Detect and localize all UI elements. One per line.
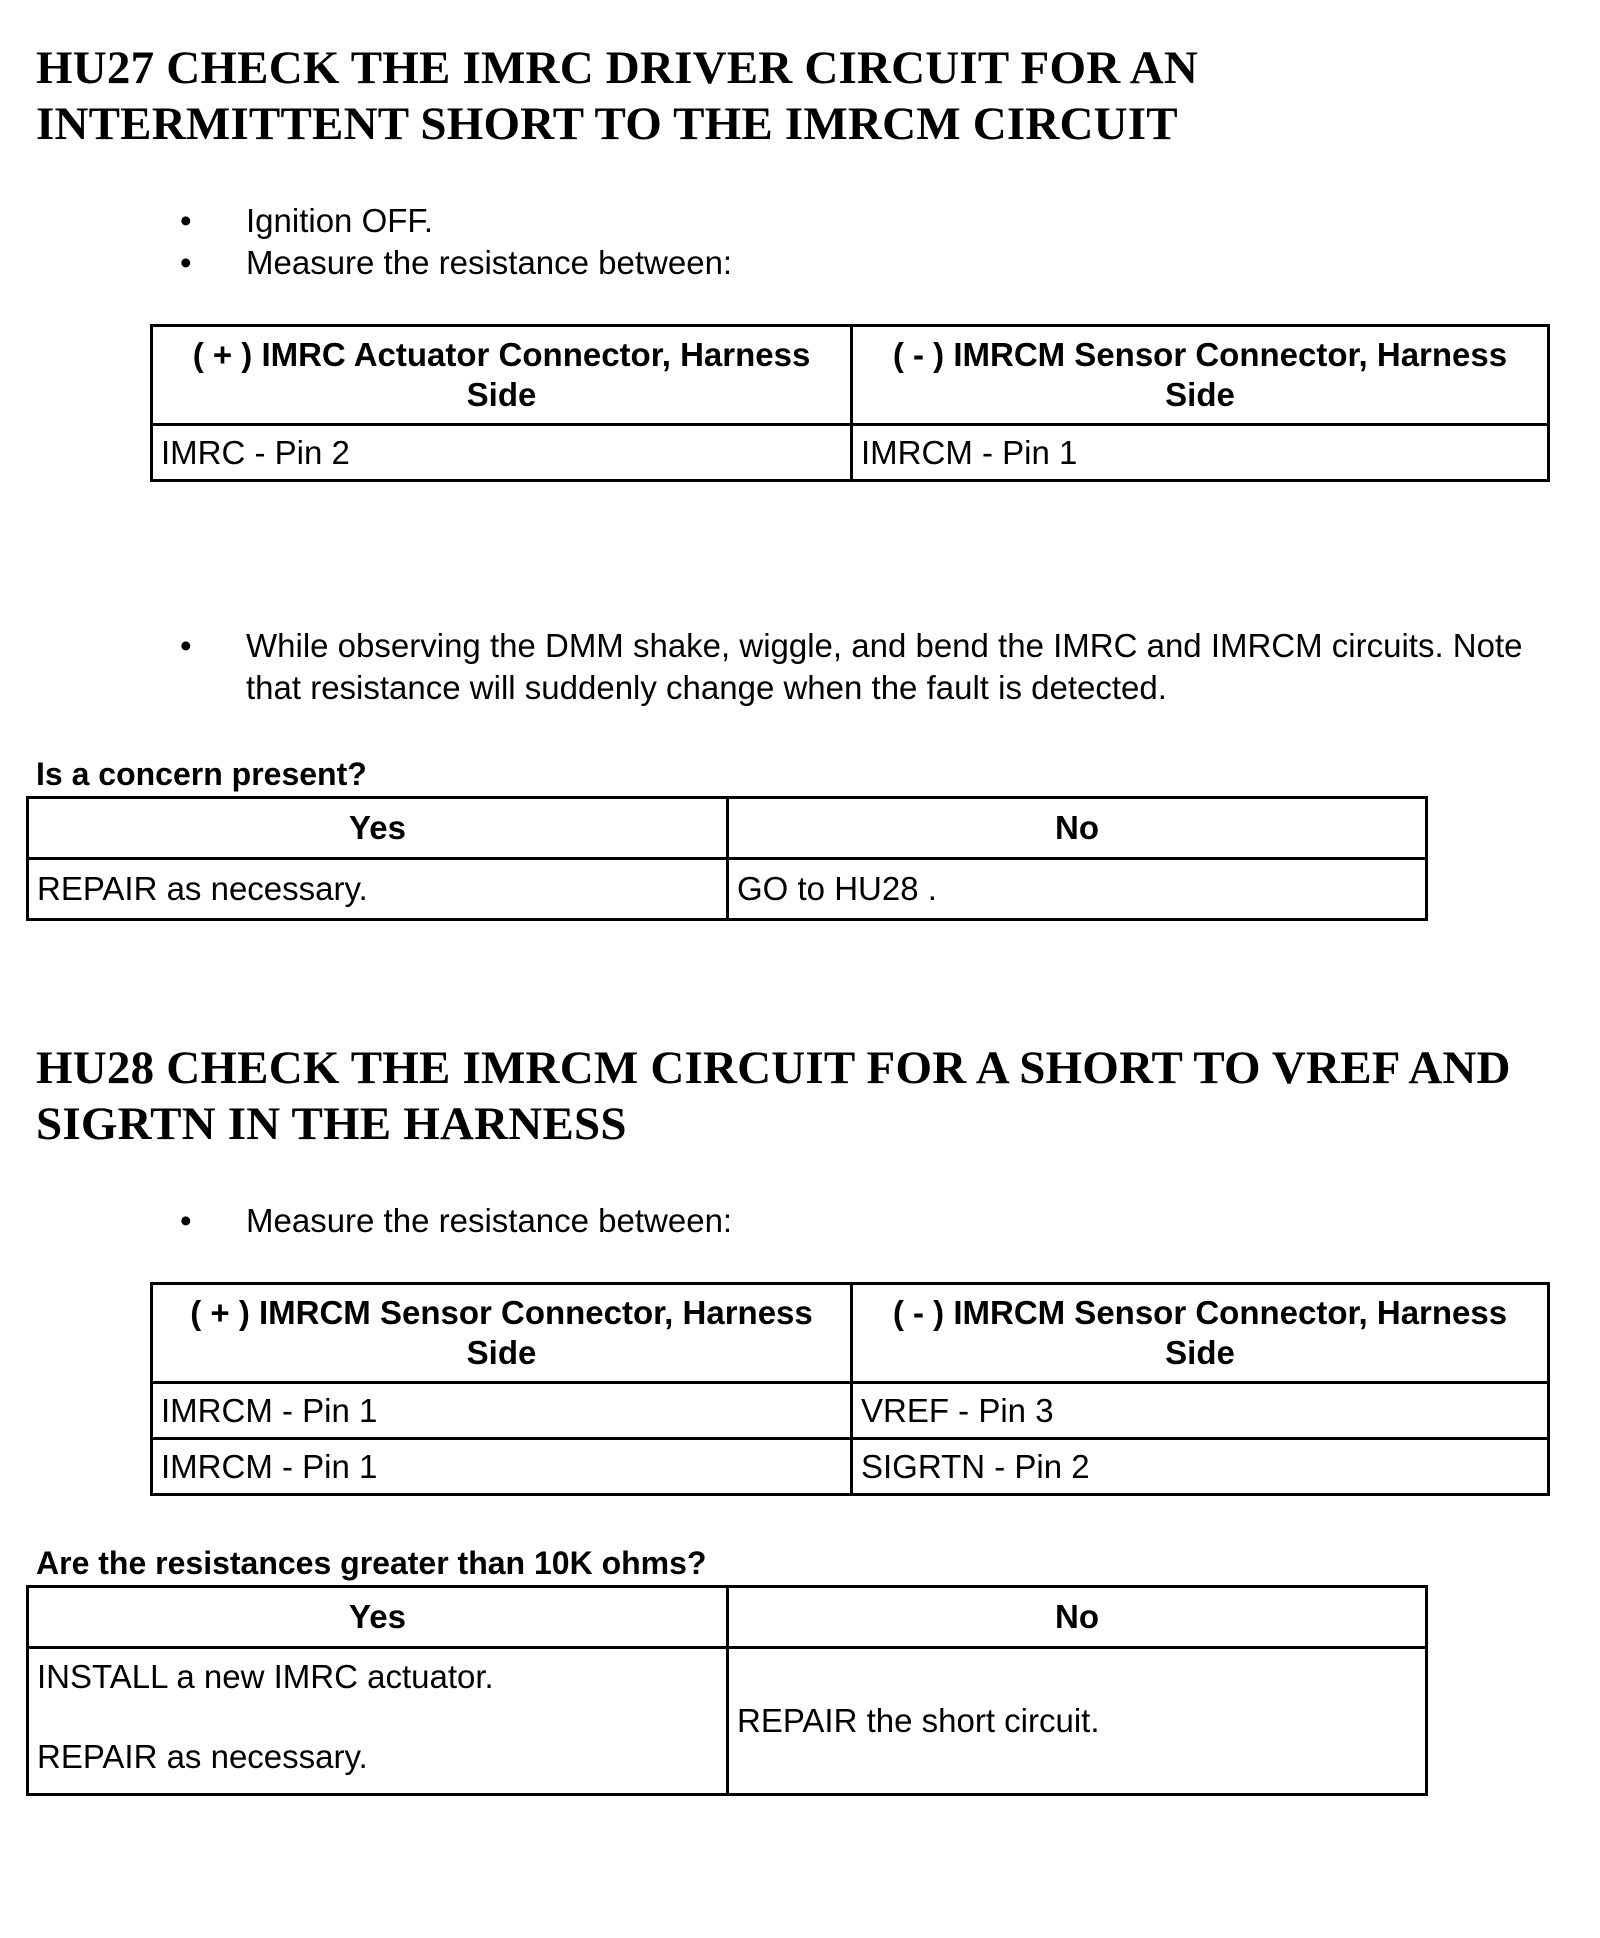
column-header-negative: ( - ) IMRCM Sensor Connector, Harness Side xyxy=(852,326,1549,425)
table-header-row xyxy=(28,1587,1427,1648)
table-row xyxy=(152,425,1549,481)
column-header-no: No xyxy=(728,798,1427,859)
step-title-hu28: HU28 CHECK THE IMRCM CIRCUIT FOR A SHORT TO VREF AND SIGRTN IN THE HARNESS xyxy=(36,1042,1511,1150)
table-cell xyxy=(28,1648,728,1795)
table-cell: SIGRTN - Pin 2 xyxy=(852,1439,1549,1495)
table-row xyxy=(28,1648,1427,1795)
table-cell: IMRC - Pin 2 xyxy=(152,425,852,481)
bullet-icon: • xyxy=(180,244,192,281)
answer-table xyxy=(26,796,1428,921)
table-row xyxy=(152,1439,1549,1495)
instruction-list xyxy=(180,1200,732,1242)
step-title-hu27: HU27 CHECK THE IMRC DRIVER CIRCUIT FOR AN INTERMITTENT SHORT TO THE IMRCM CIRCUIT xyxy=(36,42,1198,150)
column-header-positive: ( + ) IMRCM Sensor Connector, Harness Side xyxy=(152,1284,852,1383)
yes-action-1: INSTALL a new IMRC actuator. xyxy=(37,1658,494,1695)
column-header-yes: Yes xyxy=(28,798,728,859)
instruction-item: • Ignition OFF. xyxy=(180,200,732,242)
yes-action-2: REPAIR as necessary. xyxy=(37,1738,368,1775)
instruction-item: • Measure the resistance between: xyxy=(180,1200,732,1242)
bullet-icon: • xyxy=(180,1202,192,1239)
instruction-list xyxy=(180,200,732,284)
table-row xyxy=(152,1383,1549,1439)
column-header-yes: Yes xyxy=(28,1587,728,1648)
instruction-item: • While observing the DMM shake, wiggle, and bend the IMRC and IMRCM circuits. Note that resistance will suddenly change when the fault is detected. xyxy=(180,627,1523,706)
table-cell: REPAIR as necessary. xyxy=(28,859,728,920)
column-header-negative: ( - ) IMRCM Sensor Connector, Harness Side xyxy=(852,1284,1549,1383)
question-label: Is a concern present? xyxy=(36,756,367,792)
instruction-list xyxy=(180,625,1540,709)
table-cell: GO to HU28 . xyxy=(728,859,1427,920)
measurement-table xyxy=(150,1282,1550,1496)
bullet-icon: • xyxy=(180,627,192,664)
table-cell: IMRCM - Pin 1 xyxy=(152,1383,852,1439)
table-cell: REPAIR the short circuit. xyxy=(728,1648,1427,1795)
instruction-item: • Measure the resistance between: xyxy=(180,242,732,284)
table-cell: VREF - Pin 3 xyxy=(852,1383,1549,1439)
column-header-no: No xyxy=(728,1587,1427,1648)
column-header-positive: ( + ) IMRC Actuator Connector, Harness Side xyxy=(152,326,852,425)
table-header-row xyxy=(152,1284,1549,1383)
table-header-row xyxy=(152,326,1549,425)
measurement-table xyxy=(150,324,1550,482)
table-row xyxy=(28,859,1427,920)
bullet-icon: • xyxy=(180,202,192,239)
table-header-row xyxy=(28,798,1427,859)
question-label: Are the resistances greater than 10K ohms? xyxy=(36,1545,707,1581)
answer-table xyxy=(26,1585,1428,1796)
table-cell: IMRCM - Pin 1 xyxy=(152,1439,852,1495)
table-cell: IMRCM - Pin 1 xyxy=(852,425,1549,481)
